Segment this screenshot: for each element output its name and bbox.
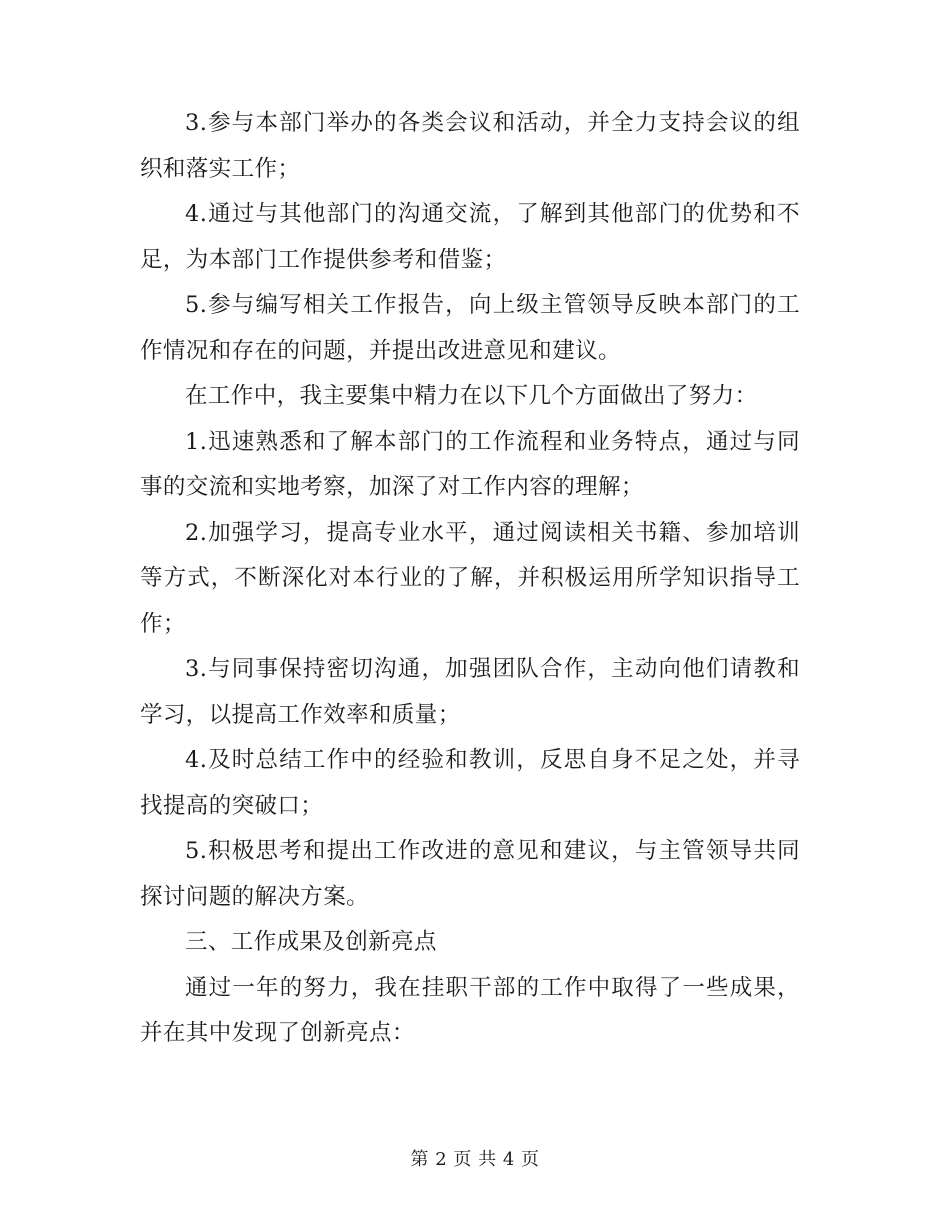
paragraph: 2.加强学习，提高专业水平，通过阅读相关书籍、参加培训等方式，不断深化对本行业的了解，并积极运用所学知识指导工作；: [140, 519, 800, 637]
paragraph: 5.积极思考和提出工作改进的意见和建议，与主管领导共同探讨问题的解决方案。: [140, 838, 800, 910]
paragraph: 通过一年的努力，我在挂职干部的工作中取得了一些成果，并在其中发现了创新亮点：: [140, 974, 800, 1046]
paragraph: 在工作中，我主要集中精力在以下几个方面做出了努力：: [185, 383, 758, 409]
paragraph: 3.参与本部门举办的各类会议和活动，并全力支持会议的组织和落实工作；: [140, 110, 800, 182]
paragraph: 1.迅速熟悉和了解本部门的工作流程和业务特点，通过与同事的交流和实地考察，加深了对工作内容的理解；: [140, 428, 800, 500]
paragraph: 4.及时总结工作中的经验和教训，反思自身不足之处，并寻找提高的突破口；: [140, 747, 800, 819]
paragraph: 3.与同事保持密切沟通，加强团队合作，主动向他们请教和学习，以提高工作效率和质量；: [140, 656, 800, 728]
paragraph: 4.通过与其他部门的沟通交流，了解到其他部门的优势和不足，为本部门工作提供参考和借鉴；: [140, 201, 800, 273]
page-number-footer: 第 2 页 共 4 页: [410, 1149, 540, 1170]
document-body: [140, 101, 800, 1057]
paragraph: 5.参与编写相关工作报告，向上级主管领导反映本部门的工作情况和存在的问题，并提出改进意见和建议。: [140, 292, 800, 364]
section-heading: 三、工作成果及创新亮点: [185, 929, 437, 955]
